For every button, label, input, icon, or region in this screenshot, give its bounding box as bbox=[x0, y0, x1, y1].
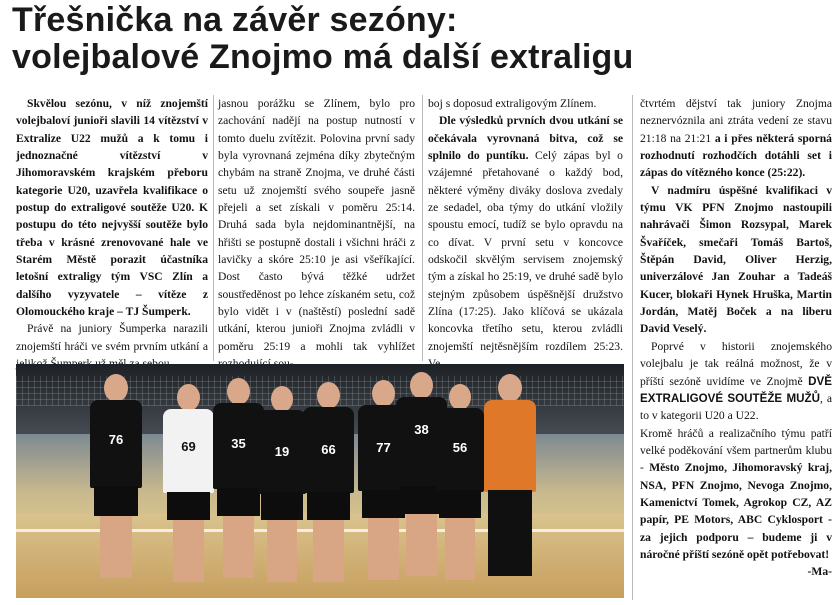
paragraph: Dle výsledků prvních dvou utkání se očekávala vyrovnaná bitva, což se splnilo do puntíku. Celý zápas byl o vzájemné přetahované o každý bod, některé výměny diváky doslova zvedaly ze sedadel, oba týmy do utkání vložily spoustu emocí, tudíž se bylo opravdu na co dívat. V první setu v koncovce odskočil skvělým servisem znojemský tým a získal ho 25:19, ve druhé sadě bylo stejným způsobem úspěšnější družstvo Zlína (17:25). Jako klíčová se ukázala koncovka třetího setu, kterou zvládli znojemští nejtěsnějším rozdílem 25:23. bbox=[428, 114, 623, 353]
signature: -Ma- bbox=[807, 565, 832, 579]
lead-paragraph: Skvělou sezónu, v níž znojemští volejbaloví junioři slavili 14 vítězství v Extralize U22 mužů a k tomu i jednoznačné vítězství v Jihomoravském krajském přeboru kategorie U20, uzavřela kvalifikace o postup do extraligové soutěže U20. K postupu do této nejvyšší soutěže bylo třeba v krásné zrenovované hale ve Starém Městě porazit účastníka letošní extraligy tým VSC Zlín a dalšího vyzyvatele – vítěze z Olomouckého kraje – TJ Šumperk. bbox=[16, 97, 208, 319]
column-divider bbox=[632, 95, 633, 600]
paragraph: jasnou porážku se Zlínem, bylo pro zachování nadějí na postup nutností v tomto duelu zvítězit. Polovina první sady byla vyrovnaná zejména díky zbytečným chybám na straně Znojma, ve druhé části setu už znojemští svého soupeře jasně přejeli a set získali v poměru 25:14. Druhá sada byla nejdominantnější, na hřišti se postupně dostali i všichni hráči z lavičky a skóre 25:10 je asi všeříkající. Dost často bývá těžké udržet soustředěnost po lehce získaném setu, což bylo vidět i v (naštěstí) poslední sadě utkání, kterou junioři Znojma zvládli v poměru 25:19 a mohli tak vyhlížet bbox=[218, 97, 415, 353]
team-photo bbox=[16, 364, 624, 598]
article-column-3 bbox=[428, 95, 623, 373]
player-figure: 19 bbox=[256, 386, 308, 592]
player-figure: 35 bbox=[211, 378, 266, 592]
player-figure: 66 bbox=[301, 382, 356, 592]
player-figure: 69 bbox=[161, 384, 216, 594]
coach-figure bbox=[481, 374, 539, 594]
partners-paragraph: Kromě hráčů a realizačního týmu patří velké poděkování všem partnerům klubu - Město Znojmo, Jihomoravský kraj, NSA, PFN Znojmo, Nevoga Znojmo, Kamenictví Tomek, Agrokop CZ, AZ papír, PE Motors, ABC Cyklosport - za jejich podporu – budeme ji v náročné příští sezóně opět potřebovat! bbox=[640, 426, 833, 561]
headline bbox=[12, 2, 832, 76]
headline-line-1: Třešnička na závěr sezóny: bbox=[12, 1, 458, 39]
article-column-4 bbox=[640, 95, 832, 581]
player-figure: 76 bbox=[86, 374, 146, 594]
paragraph: Právě na juniory Šumperka narazili znojemští hráči ve svém prvním utkání a bbox=[16, 322, 208, 353]
column-divider bbox=[213, 95, 214, 361]
paragraph: boj s doposud extraligovým Zlínem. bbox=[428, 97, 597, 110]
column-divider bbox=[422, 95, 423, 361]
player-figure: 38 bbox=[394, 372, 449, 592]
article-column-1 bbox=[16, 95, 208, 373]
paragraph: čtvrtém dějství tak juniory Znojma neznervóznila ani ztráta vedení ze stavu 21:18 na 21:21 a i přes některá sporná rozhodnutí rozhodčích dotáhli set i zápas do vítězného konce (25:22). bbox=[640, 97, 832, 180]
headline-line-2: volejbalové Znojmo má další extraligu bbox=[12, 38, 634, 76]
paragraph: Poprvé v historii znojemského volejbalu je tak reálná možnost, že v příští sezóně uvidíme ve Znojmě DVĚ EXTRALIGOVÉ SOUTĚŽE MUŽŮ, a to v kategorii U20 a U22. bbox=[640, 339, 833, 423]
article-column-2 bbox=[218, 95, 415, 373]
team-lineup-paragraph: V nadmíru úspěšné kvalifikaci v týmu VK PFN Znojmo nastoupili nahrávači Šimon Rozsypal, Marek Švaříček, smečaři Tomáš Bartoš, Štěpán David, Oliver Herzig, univerzálové Jan Zouhar a Tadeáš Kucer, blokaři Hynek Hruška, Martin Jordán, Matěj Boček a na liberu David Veselý. bbox=[640, 183, 832, 336]
player-figure: 77 bbox=[356, 380, 411, 592]
player-figure: 56 bbox=[434, 384, 486, 592]
